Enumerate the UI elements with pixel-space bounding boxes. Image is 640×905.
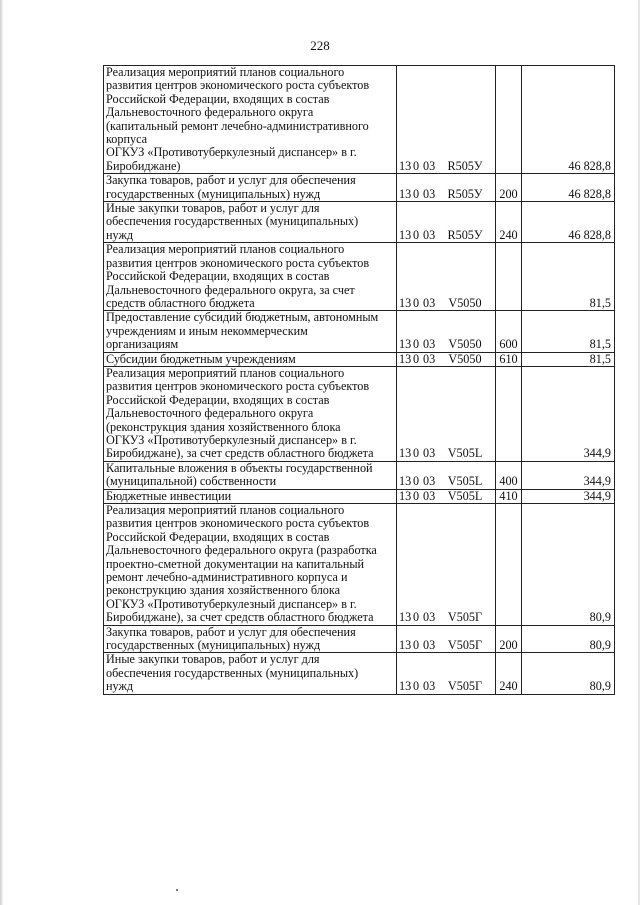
- amount: 81,5: [522, 243, 615, 311]
- description-line: Закупка товаров, работ и услуг для обеспечения: [106, 624, 356, 639]
- expense-type-code: 600: [496, 311, 522, 352]
- table-row: [104, 653, 615, 694]
- expense-type-code: [496, 366, 522, 461]
- amount: 80,9: [522, 504, 615, 626]
- target-article-code: [397, 352, 496, 366]
- code-program: 13: [399, 638, 412, 653]
- description-line: нужд: [106, 679, 134, 694]
- target-article-code: [397, 366, 496, 461]
- description-line: развития центров экономического роста субъектов: [106, 516, 370, 531]
- code-program: 13: [399, 351, 412, 366]
- target-article-code: [397, 489, 496, 503]
- row-description: [104, 653, 397, 694]
- description-line: средств областного бюджета: [106, 295, 255, 310]
- code-expense: V505L: [447, 446, 483, 461]
- target-article-code: [397, 202, 496, 243]
- description-line: Реализация мероприятий планов социального: [106, 242, 345, 257]
- row-description: [104, 66, 397, 174]
- description-line: организациям: [106, 337, 179, 352]
- code-direction: 03: [423, 351, 436, 366]
- code-subprogram: 0: [413, 488, 420, 503]
- amount: 46 828,8: [522, 202, 615, 243]
- code-program: 13: [399, 158, 412, 173]
- target-article-code: [397, 243, 496, 311]
- description-line: реконструкцию здания хозяйственного блока: [106, 583, 341, 598]
- description-line: Российской Федерации, входящих в состав: [106, 529, 330, 544]
- code-expense: V505Г: [447, 638, 483, 653]
- code-program: 13: [399, 679, 412, 694]
- expense-type-code: 240: [496, 202, 522, 243]
- code-program: 13: [399, 474, 412, 489]
- description-line: Предоставление субсидий бюджетным, автономным: [106, 310, 379, 325]
- amount: 344,9: [522, 366, 615, 461]
- code-direction: 03: [423, 227, 436, 242]
- code-subprogram: 0: [413, 337, 420, 352]
- table-row: [104, 66, 615, 174]
- table-row: [104, 461, 615, 489]
- code-subprogram: 0: [413, 186, 420, 201]
- description-line: Капитальные вложения в объекты государственной: [106, 460, 373, 475]
- description-line: Иные закупки товаров, работ и услуг для: [106, 201, 320, 216]
- description-line: государственных (муниципальных) нужд: [106, 638, 321, 653]
- table-row: [104, 504, 615, 626]
- description-line: Субсидии бюджетным учреждениям: [106, 351, 296, 366]
- row-description: [104, 461, 397, 489]
- description-line: Реализация мероприятий планов социального: [106, 65, 345, 79]
- code-program: 13: [399, 488, 412, 503]
- code-subprogram: 0: [413, 227, 420, 242]
- amount: 80,9: [522, 653, 615, 694]
- target-article-code: [397, 66, 496, 174]
- table-row: [104, 202, 615, 243]
- description-line: Российской Федерации, входящих в состав: [106, 269, 330, 284]
- code-expense: R505У: [447, 227, 483, 242]
- code-direction: 03: [423, 474, 436, 489]
- amount: 344,9: [522, 461, 615, 489]
- budget-table-body: [104, 66, 615, 695]
- code-expense: R505У: [447, 186, 483, 201]
- code-subprogram: 0: [413, 295, 420, 310]
- table-row: [104, 311, 615, 352]
- page-number: 228: [310, 38, 330, 53]
- target-article-code: [397, 504, 496, 626]
- code-program: 13: [399, 227, 412, 242]
- code-subprogram: 0: [413, 474, 420, 489]
- amount: 344,9: [522, 489, 615, 503]
- code-direction: 03: [423, 488, 436, 503]
- table-row: [104, 489, 615, 503]
- budget-table: [103, 65, 615, 695]
- expense-type-code: [496, 504, 522, 626]
- scan-speck: [176, 889, 178, 891]
- description-line: учреждениям и иным некоммерческим: [106, 323, 308, 338]
- description-line: ремонт лечебно-административного корпуса и: [106, 570, 348, 585]
- expense-type-code: 400: [496, 461, 522, 489]
- description-line: Российской Федерации, входящих в состав: [106, 392, 330, 407]
- code-expense: V505L: [447, 488, 483, 503]
- code-direction: 03: [423, 295, 436, 310]
- description-line: Биробиджане), за счет средств областного бюджета: [106, 610, 374, 625]
- target-article-code: [397, 311, 496, 352]
- row-description: [104, 202, 397, 243]
- amount: 81,5: [522, 311, 615, 352]
- row-description: [104, 174, 397, 202]
- target-article-code: [397, 174, 496, 202]
- expense-type-code: 200: [496, 174, 522, 202]
- description-line: Закупка товаров, работ и услуг для обеспечения: [106, 173, 356, 188]
- description-line: Дальневосточного федерального округа (разработка: [106, 543, 377, 558]
- code-expense: V5050: [448, 337, 482, 352]
- description-line: развития центров экономического роста субъектов: [106, 78, 370, 93]
- code-program: 13: [399, 337, 412, 352]
- description-line: Реализация мероприятий планов социального: [106, 503, 345, 517]
- code-expense: V505Г: [447, 610, 483, 625]
- code-subprogram: 0: [413, 638, 420, 653]
- code-program: 13: [399, 186, 412, 201]
- code-subprogram: 0: [413, 446, 420, 461]
- description-line: обеспечения государственных (муниципальных): [106, 214, 359, 229]
- description-line: развития центров экономического роста субъектов: [106, 379, 370, 394]
- description-line: (капитальный ремонт лечебно-административного: [106, 118, 369, 133]
- description-line: (муниципальной) собственности: [106, 474, 277, 489]
- expense-type-code: [496, 243, 522, 311]
- row-description: [104, 311, 397, 352]
- code-direction: 03: [423, 638, 436, 653]
- table-row: [104, 366, 615, 461]
- description-line: (реконструкция здания хозяйственного блока: [106, 419, 341, 434]
- code-program: 13: [399, 446, 412, 461]
- expense-type-code: [496, 66, 522, 174]
- scan-edge-left: [0, 0, 3, 905]
- expense-type-code: 200: [496, 625, 522, 653]
- code-program: 13: [399, 295, 412, 310]
- code-direction: 03: [423, 337, 436, 352]
- expense-type-code: 240: [496, 653, 522, 694]
- code-subprogram: 0: [413, 158, 420, 173]
- description-line: обеспечения государственных (муниципальных): [106, 665, 359, 680]
- row-description: [104, 243, 397, 311]
- code-program: 13: [399, 610, 412, 625]
- description-line: Иные закупки товаров, работ и услуг для: [106, 652, 320, 667]
- description-line: нужд: [106, 227, 134, 242]
- code-direction: 03: [423, 186, 436, 201]
- description-line: Дальневосточного федерального округа: [106, 105, 314, 120]
- description-line: Российской Федерации, входящих в состав: [106, 91, 330, 106]
- code-direction: 03: [423, 610, 436, 625]
- description-line: Реализация мероприятий планов социального: [106, 365, 345, 380]
- table-row: [104, 174, 615, 202]
- description-line: корпуса: [106, 132, 148, 147]
- code-subprogram: 0: [413, 610, 420, 625]
- expense-type-code: 610: [496, 352, 522, 366]
- target-article-code: [397, 653, 496, 694]
- row-description: [104, 366, 397, 461]
- code-subprogram: 0: [413, 351, 420, 366]
- description-line: Бюджетные инвестиции: [106, 488, 232, 503]
- table-row: [104, 625, 615, 653]
- description-line: ОГКУЗ «Противотуберкулезный диспансер» в г.: [106, 596, 357, 611]
- amount: 80,9: [522, 625, 615, 653]
- description-line: проектно-сметной документации на капитальный: [106, 556, 365, 571]
- code-expense: V5050: [448, 351, 482, 366]
- row-description: [104, 504, 397, 626]
- row-description: [104, 625, 397, 653]
- description-line: Дальневосточного федерального округа, за счет: [106, 282, 355, 297]
- table-row: [104, 352, 615, 366]
- row-description: [104, 352, 397, 366]
- code-direction: 03: [423, 158, 436, 173]
- amount: 81,5: [522, 352, 615, 366]
- target-article-code: [397, 461, 496, 489]
- expense-type-code: 410: [496, 489, 522, 503]
- target-article-code: [397, 625, 496, 653]
- amount: 46 828,8: [522, 174, 615, 202]
- description-line: развития центров экономического роста субъектов: [106, 255, 370, 270]
- code-expense: R505У: [447, 158, 483, 173]
- description-line: Дальневосточного федерального округа: [106, 406, 314, 421]
- code-direction: 03: [423, 679, 436, 694]
- table-row: [104, 243, 615, 311]
- description-line: ОГКУЗ «Противотуберкулезный диспансер» в г.: [106, 432, 357, 447]
- description-line: государственных (муниципальных) нужд: [106, 186, 321, 201]
- code-expense: V505Г: [447, 679, 483, 694]
- description-line: Биробиджане): [106, 158, 181, 173]
- amount: 46 828,8: [522, 66, 615, 174]
- row-description: [104, 489, 397, 503]
- description-line: Биробиджане), за счет средств областного бюджета: [106, 446, 374, 461]
- description-line: ОГКУЗ «Противотуберкулезный диспансер» в г.: [106, 145, 357, 160]
- code-direction: 03: [423, 446, 436, 461]
- code-expense: V505L: [447, 474, 483, 489]
- code-expense: V5050: [448, 295, 482, 310]
- code-subprogram: 0: [413, 679, 420, 694]
